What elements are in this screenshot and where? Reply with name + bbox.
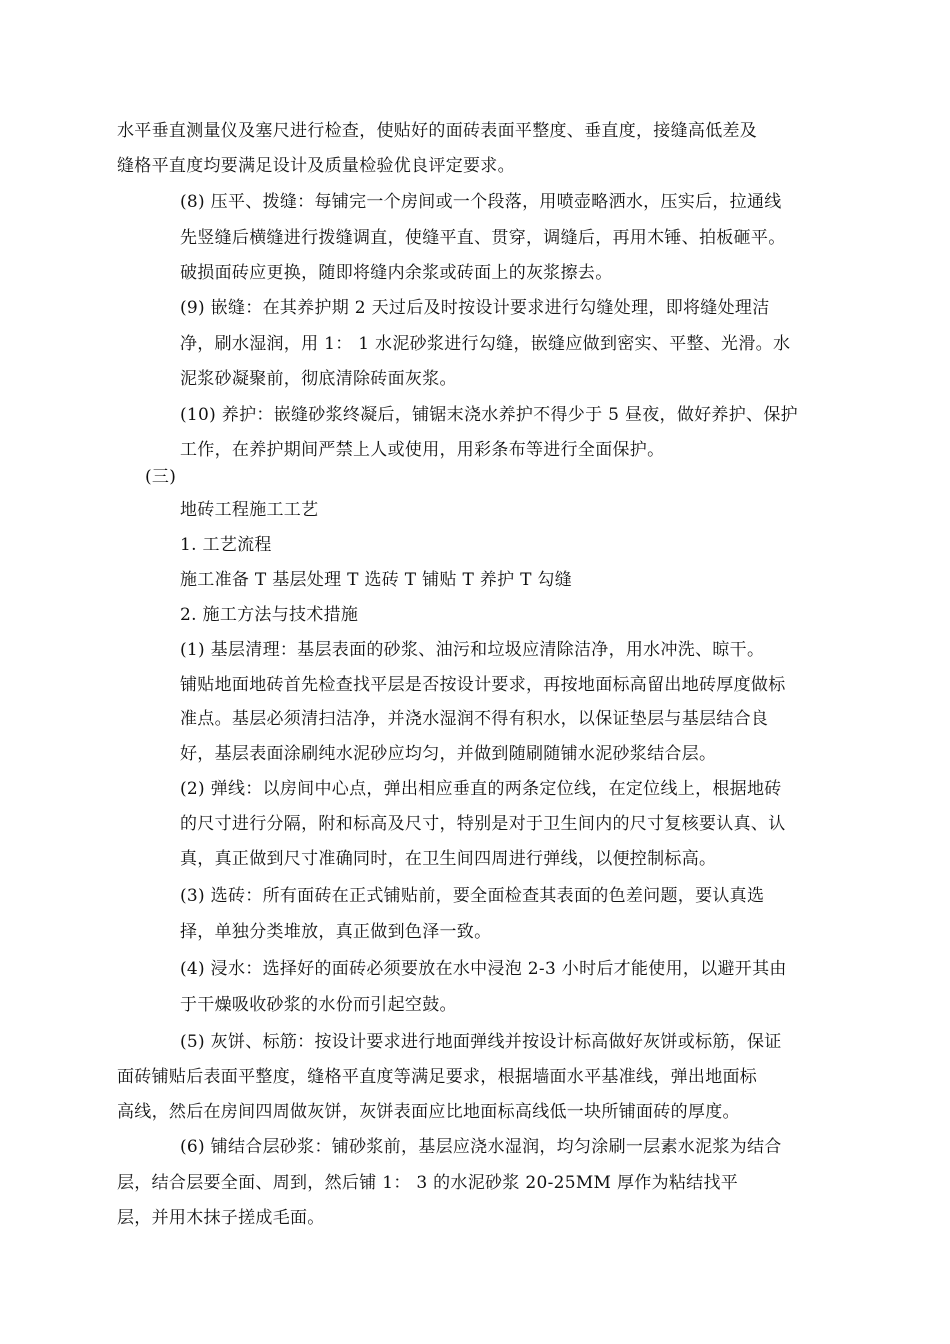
text-line: 缝格平直度均要满足设计及质量检验优良评定要求。 bbox=[117, 156, 515, 176]
text-line: 好，基层表面涂刷纯水泥砂应均匀，并做到随刷随铺水泥砂浆结合层。 bbox=[180, 744, 717, 764]
text-line: (6) 铺结合层砂浆：铺砂浆前，基层应浇水湿润，均匀涂刷一层素水泥浆为结合 bbox=[180, 1137, 782, 1157]
text-line: (9) 嵌缝：在其养护期 2 天过后及时按设计要求进行勾缝处理，即将缝处理洁 bbox=[180, 298, 770, 318]
text-line: 于干燥吸收砂浆的水份而引起空鼓。 bbox=[180, 995, 457, 1015]
subheading: 2. 施工方法与技术措施 bbox=[180, 605, 359, 625]
text-line: (5) 灰饼、标筋：按设计要求进行地面弹线并按设计标高做好灰饼或标筋，保证 bbox=[180, 1032, 782, 1052]
text-line: (10) 养护：嵌缝砂浆终凝后，铺锯末浇水养护不得少于 5 昼夜，做好养护、保护 bbox=[180, 405, 798, 425]
text-line: 层，结合层要全面、周到，然后铺 1： 3 的水泥砂浆 20-25MM 厚作为粘结找平 bbox=[117, 1173, 739, 1193]
text-line: 净，刷水湿润，用 1： 1 水泥砂浆进行勾缝，嵌缝应做到密实、平整、光滑。水 bbox=[180, 334, 791, 354]
text-line: (2) 弹线：以房间中心点，弹出相应垂直的两条定位线，在定位线上，根据地砖 bbox=[180, 779, 782, 799]
text-line: (3) 选砖：所有面砖在正式铺贴前，要全面检查其表面的色差问题，要认真选 bbox=[180, 886, 765, 906]
text-line: 施工准备 T 基层处理 T 选砖 T 铺贴 T 养护 T 勾缝 bbox=[180, 570, 573, 590]
text-line: 层，并用木抹子搓成毛面。 bbox=[117, 1208, 325, 1228]
subheading: 1. 工艺流程 bbox=[180, 535, 272, 555]
text-line: 破损面砖应更换，随即将缝内余浆或砖面上的灰浆擦去。 bbox=[180, 263, 613, 283]
text-line: 泥浆砂凝聚前，彻底清除砖面灰浆。 bbox=[180, 369, 457, 389]
text-line: 水平垂直测量仪及塞尺进行检查，使贴好的面砖表面平整度、垂直度，接缝高低差及 bbox=[117, 121, 758, 141]
section-marker: (三) bbox=[145, 467, 177, 487]
section-heading: 地砖工程施工工艺 bbox=[180, 500, 319, 520]
text-line: 先竖缝后横缝进行拨缝调直，使缝平直、贯穿，调缝后，再用木锤、拍板砸平。 bbox=[180, 228, 786, 248]
text-line: (4) 浸水：选择好的面砖必须要放在水中浸泡 2-3 小时后才能使用，以避开其由 bbox=[180, 959, 787, 979]
text-line: 铺贴地面地砖首先检查找平层是否按设计要求，再按地面标高留出地砖厚度做标 bbox=[180, 675, 786, 695]
text-line: 择，单独分类堆放，真正做到色泽一致。 bbox=[180, 922, 492, 942]
text-line: 高线，然后在房间四周做灰饼，灰饼表面应比地面标高线低一块所铺面砖的厚度。 bbox=[117, 1102, 740, 1122]
text-line: (8) 压平、拨缝：每铺完一个房间或一个段落，用喷壶略洒水，压实后，拉通线 bbox=[180, 192, 782, 212]
text-line: (1) 基层清理：基层表面的砂浆、油污和垃圾应清除洁净，用水冲洗、晾干。 bbox=[180, 640, 765, 660]
text-line: 面砖铺贴后表面平整度，缝格平直度等满足要求，根据墙面水平基准线，弹出地面标 bbox=[117, 1067, 758, 1087]
text-line: 的尺寸进行分隔，附和标高及尺寸，特别是对于卫生间内的尺寸复核要认真、认 bbox=[180, 814, 786, 834]
text-line: 真，真正做到尺寸准确同时，在卫生间四周进行弹线，以便控制标高。 bbox=[180, 849, 717, 869]
text-line: 准点。基层必须清扫洁净，并浇水湿润不得有积水，以保证垫层与基层结合良 bbox=[180, 709, 769, 729]
text-line: 工作，在养护期间严禁上人或使用，用彩条布等进行全面保护。 bbox=[180, 440, 665, 460]
